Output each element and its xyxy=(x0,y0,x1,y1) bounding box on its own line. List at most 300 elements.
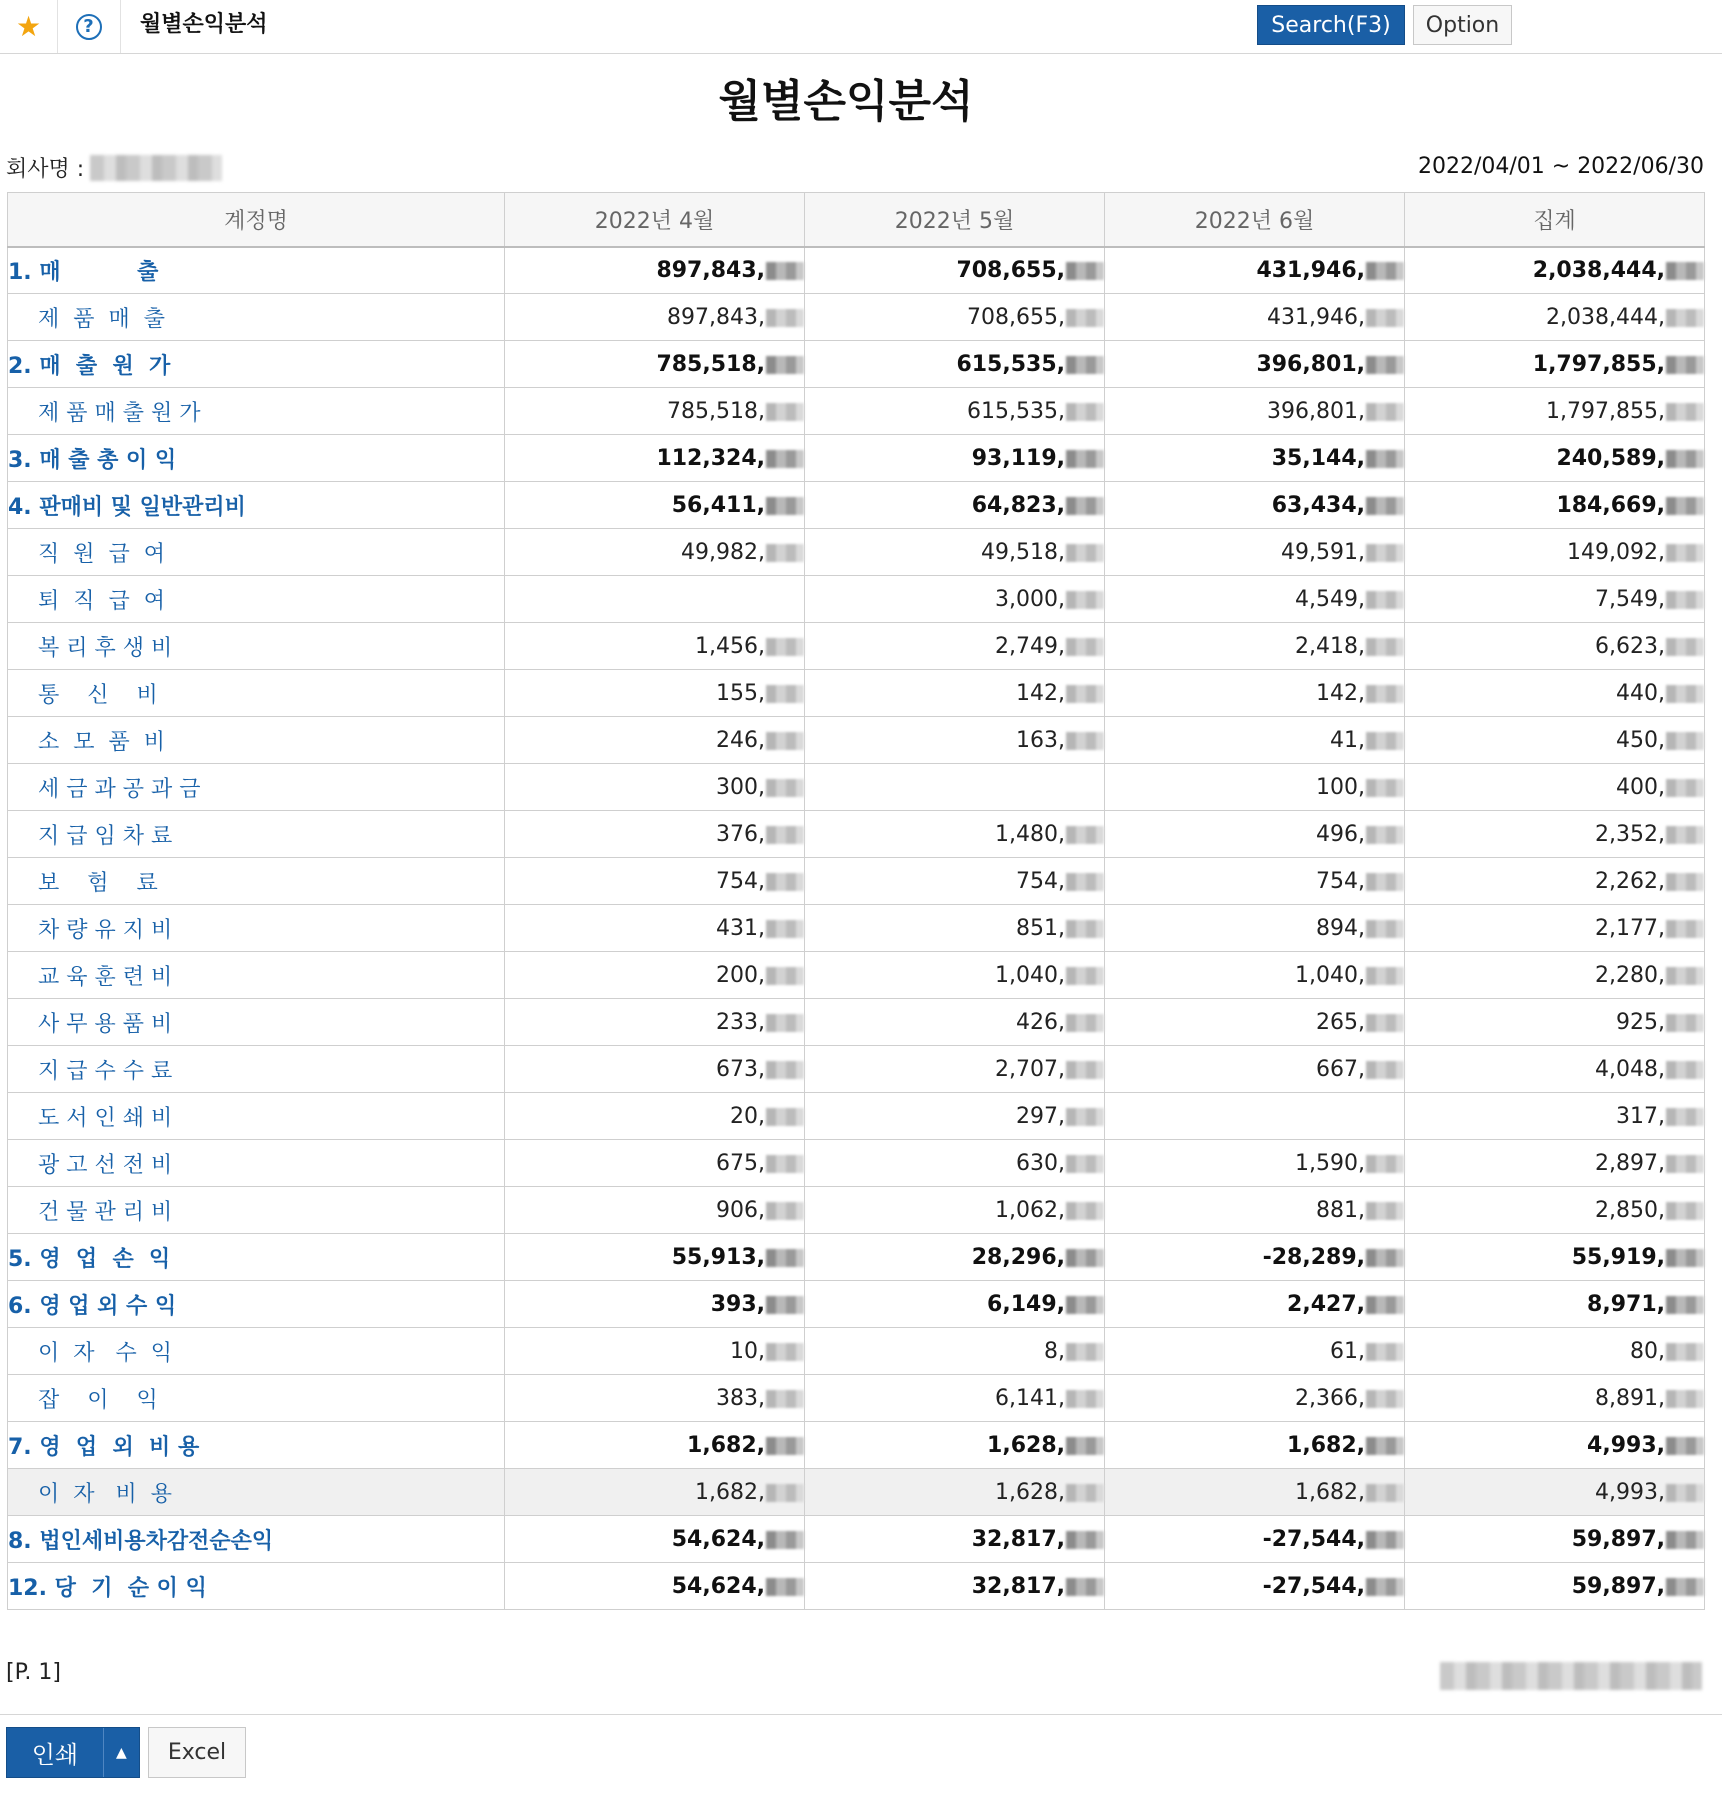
amount-value: 2,850, xyxy=(1595,1197,1665,1223)
redacted-digits xyxy=(1666,873,1704,891)
amount-cell xyxy=(1105,247,1405,294)
amount-value: 1,062, xyxy=(995,1197,1065,1223)
amount-cell xyxy=(1405,999,1705,1046)
table-row[interactable] xyxy=(8,1046,1705,1093)
amount-cell xyxy=(805,1516,1105,1563)
redacted-digits xyxy=(1066,1202,1104,1220)
amount-cell xyxy=(505,482,805,529)
redacted-digits xyxy=(1366,1390,1404,1408)
redacted-digits xyxy=(1666,497,1704,515)
amount-value: 112,324, xyxy=(656,445,765,471)
redacted-digits xyxy=(1366,356,1404,374)
redacted-digits xyxy=(766,1202,804,1220)
account-name-text: 지 급 수 수 료 xyxy=(38,1058,173,1084)
amount-value: 8,971, xyxy=(1587,1291,1665,1317)
amount-value: 708,655, xyxy=(967,304,1065,330)
redacted-digits xyxy=(1366,450,1404,468)
amount-cell xyxy=(1105,529,1405,576)
account-name xyxy=(8,1187,505,1234)
amount-value: 200, xyxy=(716,962,765,988)
table-row[interactable] xyxy=(8,999,1705,1046)
account-name-text: 세 금 과 공 과 금 xyxy=(38,776,201,802)
redacted-digits xyxy=(766,1343,804,1361)
column-header: 2022년 4월 xyxy=(505,193,805,247)
redacted-digits xyxy=(1366,1578,1404,1596)
amount-cell xyxy=(805,811,1105,858)
amount-value: 400, xyxy=(1616,774,1665,800)
account-name xyxy=(8,1375,505,1422)
redacted-digits xyxy=(766,262,804,280)
amount-value: 142, xyxy=(1016,680,1065,706)
account-name xyxy=(8,294,505,341)
redacted-digits xyxy=(1666,1578,1704,1596)
amount-cell xyxy=(805,623,1105,670)
amount-cell xyxy=(1405,529,1705,576)
amount-cell xyxy=(805,1140,1105,1187)
redacted-digits xyxy=(1066,873,1104,891)
table-row[interactable] xyxy=(8,1281,1705,1328)
redacted-digits xyxy=(1066,544,1104,562)
table-row[interactable] xyxy=(8,1375,1705,1422)
amount-cell xyxy=(505,247,805,294)
redacted-digits xyxy=(766,309,804,327)
redacted-digits xyxy=(1366,1437,1404,1455)
amount-value: 2,418, xyxy=(1295,633,1365,659)
redacted-digits xyxy=(1366,967,1404,985)
account-name-text: 지 급 임 차 료 xyxy=(38,823,173,849)
amount-cell xyxy=(805,999,1105,1046)
redacted-digits xyxy=(1366,591,1404,609)
amount-value: 4,048, xyxy=(1595,1056,1665,1082)
print-button[interactable] xyxy=(6,1727,140,1778)
account-name xyxy=(8,1422,505,1469)
account-name xyxy=(8,341,505,388)
amount-value: 754, xyxy=(716,868,765,894)
redacted-digits xyxy=(766,826,804,844)
redacted-digits xyxy=(766,403,804,421)
redacted-digits xyxy=(766,685,804,703)
redacted-digits xyxy=(1666,1202,1704,1220)
column-header: 2022년 6월 xyxy=(1105,193,1405,247)
redacted-digits xyxy=(1666,1249,1704,1267)
redacted-digits xyxy=(1366,262,1404,280)
account-name xyxy=(8,764,505,811)
account-name xyxy=(8,858,505,905)
account-name xyxy=(8,1281,505,1328)
amount-value: 63,434, xyxy=(1271,492,1365,518)
account-name xyxy=(8,717,505,764)
redacted-digits xyxy=(1066,638,1104,656)
amount-value: 754, xyxy=(1016,868,1065,894)
redacted-digits xyxy=(1366,403,1404,421)
redacted-digits xyxy=(1366,826,1404,844)
amount-value: 61, xyxy=(1330,1338,1365,1364)
redacted-digits xyxy=(766,967,804,985)
redacted-digits xyxy=(1666,732,1704,750)
amount-value: 2,280, xyxy=(1595,962,1665,988)
amount-cell xyxy=(1405,1046,1705,1093)
amount-value: 1,628, xyxy=(995,1479,1065,1505)
amount-cell xyxy=(805,1046,1105,1093)
redacted-digits xyxy=(1066,262,1104,280)
redacted-digits xyxy=(1066,1249,1104,1267)
amount-cell xyxy=(1405,1516,1705,1563)
amount-value: 673, xyxy=(716,1056,765,1082)
redacted-digits xyxy=(1666,1155,1704,1173)
redacted-digits xyxy=(766,1061,804,1079)
amount-cell xyxy=(1105,952,1405,999)
redacted-digits xyxy=(1666,826,1704,844)
redacted-digits xyxy=(1066,1531,1104,1549)
account-name-text: 4. 판매비 및 일반관리비 xyxy=(8,494,246,520)
search-button[interactable]: Search(F3) xyxy=(1257,5,1405,45)
redacted-digits xyxy=(1666,591,1704,609)
table-row[interactable] xyxy=(8,1563,1705,1610)
amount-cell xyxy=(1105,717,1405,764)
table-row[interactable] xyxy=(8,294,1705,341)
amount-cell xyxy=(805,341,1105,388)
menu-title: 월별손익분석 xyxy=(140,12,268,37)
amount-value: 396,801, xyxy=(1267,398,1365,424)
amount-cell xyxy=(505,1516,805,1563)
table-row[interactable] xyxy=(8,529,1705,576)
amount-value: 55,913, xyxy=(671,1244,765,1270)
amount-cell xyxy=(1105,482,1405,529)
amount-cell xyxy=(805,858,1105,905)
redacted-digits xyxy=(1066,497,1104,515)
redacted-digits xyxy=(1666,1484,1704,1502)
redacted-digits xyxy=(1666,450,1704,468)
amount-cell xyxy=(805,576,1105,623)
amount-value: 93,119, xyxy=(971,445,1065,471)
table-row[interactable] xyxy=(8,341,1705,388)
amount-cell xyxy=(805,952,1105,999)
redacted-digits xyxy=(1366,1061,1404,1079)
account-name xyxy=(8,482,505,529)
amount-cell xyxy=(505,717,805,764)
amount-value: 376, xyxy=(716,821,765,847)
redacted-digits xyxy=(1066,356,1104,374)
table-row[interactable] xyxy=(8,905,1705,952)
amount-cell xyxy=(505,294,805,341)
amount-value: 54,624, xyxy=(671,1526,765,1552)
account-name-text: 복 리 후 생 비 xyxy=(38,635,173,661)
amount-cell xyxy=(1105,1328,1405,1375)
amount-value: 1,682, xyxy=(687,1432,765,1458)
redacted-digits xyxy=(1666,309,1704,327)
amount-value: 440, xyxy=(1616,680,1665,706)
table-row[interactable] xyxy=(8,1187,1705,1234)
divider xyxy=(0,1714,1722,1715)
account-name xyxy=(8,1093,505,1140)
account-name-text: 5. 영 업 손 익 xyxy=(8,1246,171,1272)
table-row[interactable] xyxy=(8,811,1705,858)
amount-cell xyxy=(1105,1187,1405,1234)
amount-cell xyxy=(505,529,805,576)
amount-value: 100, xyxy=(1316,774,1365,800)
amount-cell xyxy=(505,764,805,811)
amount-value: 240,589, xyxy=(1556,445,1665,471)
amount-value: 54,624, xyxy=(671,1573,765,1599)
account-name-text: 직 원 급 여 xyxy=(38,541,165,567)
amount-cell xyxy=(1405,482,1705,529)
amount-cell xyxy=(505,999,805,1046)
table-row[interactable] xyxy=(8,1328,1705,1375)
account-name-text: 도 서 인 쇄 비 xyxy=(38,1105,173,1131)
redacted-digits xyxy=(1666,356,1704,374)
amount-value: 8, xyxy=(1044,1338,1065,1364)
amount-cell xyxy=(1405,905,1705,952)
amount-value: 49,591, xyxy=(1281,539,1365,565)
redacted-digits xyxy=(1666,967,1704,985)
redacted-digits xyxy=(1366,732,1404,750)
profit-loss-table xyxy=(7,192,1705,1610)
redacted-digits xyxy=(1666,920,1704,938)
amount-cell xyxy=(805,1093,1105,1140)
table-row[interactable] xyxy=(8,858,1705,905)
table-row[interactable] xyxy=(8,952,1705,999)
account-name-text: 1. 매 출 xyxy=(8,259,159,285)
amount-value: 1,480, xyxy=(995,821,1065,847)
redacted-digits xyxy=(766,356,804,374)
account-name-text: 잡 이 익 xyxy=(38,1387,158,1413)
excel-button[interactable]: Excel xyxy=(148,1727,246,1778)
redacted-digits xyxy=(1366,309,1404,327)
redacted-digits xyxy=(1366,685,1404,703)
amount-cell xyxy=(805,1422,1105,1469)
redacted-digits xyxy=(1366,1484,1404,1502)
print-button-label[interactable]: 인쇄 xyxy=(31,1741,79,1769)
amount-value: 64,823, xyxy=(971,492,1065,518)
redacted-digits xyxy=(1366,920,1404,938)
amount-value: 297, xyxy=(1016,1103,1065,1129)
redacted-digits xyxy=(1366,1014,1404,1032)
amount-cell xyxy=(1105,1046,1405,1093)
table-row[interactable] xyxy=(8,435,1705,482)
account-name-text: 12. 당 기 순 이 익 xyxy=(8,1575,207,1601)
amount-value: 41, xyxy=(1330,727,1365,753)
amount-cell xyxy=(505,1093,805,1140)
account-name xyxy=(8,388,505,435)
account-name-text: 8. 법인세비용차감전순손익 xyxy=(8,1528,274,1554)
favorite-star-icon[interactable]: ★ xyxy=(0,0,58,53)
amount-value: 675, xyxy=(716,1150,765,1176)
caret-up-icon[interactable]: ▲ xyxy=(103,1728,139,1777)
amount-value: 630, xyxy=(1016,1150,1065,1176)
account-name-text: 차 량 유 지 비 xyxy=(38,917,173,943)
account-name-text: 제 품 매 출 xyxy=(38,306,165,332)
account-name xyxy=(8,1469,505,1516)
amount-value: 10, xyxy=(730,1338,765,1364)
amount-value: 233, xyxy=(716,1009,765,1035)
redacted-digits xyxy=(1066,1014,1104,1032)
table-row[interactable] xyxy=(8,1140,1705,1187)
company-label: 회사명 : xyxy=(6,157,85,182)
amount-value: 49,982, xyxy=(681,539,765,565)
account-name-text: 6. 영 업 외 수 익 xyxy=(8,1293,177,1319)
amount-value: 383, xyxy=(716,1385,765,1411)
amount-cell xyxy=(1405,1093,1705,1140)
amount-cell xyxy=(505,1563,805,1610)
amount-cell xyxy=(1105,1563,1405,1610)
option-button[interactable]: Option xyxy=(1413,5,1512,45)
amount-cell xyxy=(805,294,1105,341)
table-row[interactable] xyxy=(8,247,1705,294)
amount-value: 897,843, xyxy=(667,304,765,330)
amount-value: 4,549, xyxy=(1295,586,1365,612)
account-name xyxy=(8,811,505,858)
account-name xyxy=(8,1516,505,1563)
amount-value: 163, xyxy=(1016,727,1065,753)
amount-value: 851, xyxy=(1016,915,1065,941)
amount-value: 317, xyxy=(1616,1103,1665,1129)
amount-value: 450, xyxy=(1616,727,1665,753)
redacted-digits xyxy=(1666,779,1704,797)
help-button[interactable] xyxy=(57,0,121,53)
table-row[interactable] xyxy=(8,1234,1705,1281)
amount-cell xyxy=(1105,1469,1405,1516)
amount-cell xyxy=(1405,1234,1705,1281)
amount-value: 393, xyxy=(710,1291,765,1317)
redacted-digits xyxy=(1666,1437,1704,1455)
amount-cell xyxy=(1105,435,1405,482)
account-name xyxy=(8,905,505,952)
amount-value: 2,427, xyxy=(1287,1291,1365,1317)
account-name xyxy=(8,623,505,670)
amount-value: 59,897, xyxy=(1571,1573,1665,1599)
redacted-digits xyxy=(1066,685,1104,703)
amount-value: 615,535, xyxy=(967,398,1065,424)
table-row[interactable] xyxy=(8,576,1705,623)
table-row[interactable] xyxy=(8,482,1705,529)
amount-cell xyxy=(1405,1281,1705,1328)
amount-cell xyxy=(805,1234,1105,1281)
redacted-digits xyxy=(1366,1531,1404,1549)
amount-cell xyxy=(1105,294,1405,341)
table-row[interactable] xyxy=(8,764,1705,811)
table-row[interactable] xyxy=(8,717,1705,764)
amount-value: 897,843, xyxy=(656,257,765,283)
account-name xyxy=(8,576,505,623)
account-name-text: 광 고 선 전 비 xyxy=(38,1152,173,1178)
amount-cell xyxy=(505,1469,805,1516)
amount-cell xyxy=(505,1234,805,1281)
amount-value: 1,628, xyxy=(987,1432,1065,1458)
redacted-digits xyxy=(1066,1390,1104,1408)
amount-value: 6,623, xyxy=(1595,633,1665,659)
redacted-digits xyxy=(1366,779,1404,797)
account-name xyxy=(8,1563,505,1610)
amount-cell xyxy=(805,388,1105,435)
amount-cell xyxy=(1105,1422,1405,1469)
table-header-row xyxy=(8,193,1705,247)
amount-cell xyxy=(1405,1469,1705,1516)
report-period: 2022/04/01 ~ 2022/06/30 xyxy=(1417,154,1704,179)
amount-cell xyxy=(1405,717,1705,764)
amount-cell xyxy=(505,388,805,435)
redacted-digits xyxy=(766,1484,804,1502)
amount-value: 20, xyxy=(730,1103,765,1129)
redacted-digits xyxy=(766,1531,804,1549)
amount-cell xyxy=(805,905,1105,952)
redacted-digits xyxy=(1066,826,1104,844)
amount-value: 142, xyxy=(1316,680,1365,706)
table-row[interactable] xyxy=(8,388,1705,435)
table-row[interactable] xyxy=(8,1422,1705,1469)
redacted-digits xyxy=(766,1578,804,1596)
table-row[interactable] xyxy=(8,1469,1705,1516)
page-number: [P. 1] xyxy=(6,1660,61,1685)
account-name-text: 이 자 비 용 xyxy=(38,1481,172,1507)
redacted-digits xyxy=(766,1249,804,1267)
amount-value: 2,366, xyxy=(1295,1385,1365,1411)
table-row[interactable] xyxy=(8,670,1705,717)
redacted-digits xyxy=(1366,1155,1404,1173)
amount-cell xyxy=(1405,670,1705,717)
amount-cell xyxy=(1105,1140,1405,1187)
amount-cell xyxy=(1105,1234,1405,1281)
amount-value: 615,535, xyxy=(956,351,1065,377)
redacted-digits xyxy=(1066,450,1104,468)
amount-cell xyxy=(805,247,1105,294)
amount-value: -28,289, xyxy=(1262,1244,1365,1270)
amount-value: 246, xyxy=(716,727,765,753)
account-name-text: 7. 영 업 외 비 용 xyxy=(8,1434,200,1460)
amount-cell xyxy=(1105,1093,1405,1140)
amount-value: 1,682, xyxy=(1295,1479,1365,1505)
redacted-digits xyxy=(1666,544,1704,562)
redacted-digits xyxy=(766,1390,804,1408)
account-name-text: 제 품 매 출 원 가 xyxy=(38,400,201,426)
amount-cell xyxy=(1405,576,1705,623)
account-name-text: 퇴 직 급 여 xyxy=(38,588,165,614)
table-row[interactable] xyxy=(8,1516,1705,1563)
redacted-digits xyxy=(766,1437,804,1455)
amount-value: 32,817, xyxy=(971,1526,1065,1552)
table-row[interactable] xyxy=(8,1093,1705,1140)
amount-cell xyxy=(1405,623,1705,670)
amount-value: 265, xyxy=(1316,1009,1365,1035)
company-name xyxy=(6,152,222,183)
amount-cell xyxy=(1405,952,1705,999)
redacted-digits xyxy=(1066,1343,1104,1361)
amount-cell xyxy=(505,623,805,670)
amount-cell xyxy=(1105,1375,1405,1422)
amount-value: 35,144, xyxy=(1271,445,1365,471)
redacted-digits xyxy=(1066,1296,1104,1314)
redacted-digits xyxy=(1366,1249,1404,1267)
redacted-digits xyxy=(1366,1343,1404,1361)
redacted-digits xyxy=(1666,685,1704,703)
amount-value: 59,897, xyxy=(1571,1526,1665,1552)
amount-value: 431,946, xyxy=(1267,304,1365,330)
amount-value: 1,682, xyxy=(695,1479,765,1505)
redacted-digits xyxy=(1666,1014,1704,1032)
amount-cell xyxy=(1105,905,1405,952)
amount-cell xyxy=(1105,858,1405,905)
table-row[interactable] xyxy=(8,623,1705,670)
account-name xyxy=(8,529,505,576)
amount-cell xyxy=(505,1140,805,1187)
redacted-digits xyxy=(1066,309,1104,327)
amount-cell xyxy=(1405,1140,1705,1187)
amount-value: 4,993, xyxy=(1595,1479,1665,1505)
amount-value: 300, xyxy=(716,774,765,800)
amount-value: 708,655, xyxy=(956,257,1065,283)
amount-value: 4,993, xyxy=(1587,1432,1665,1458)
amount-value: 431, xyxy=(716,915,765,941)
amount-value: 56,411, xyxy=(671,492,765,518)
